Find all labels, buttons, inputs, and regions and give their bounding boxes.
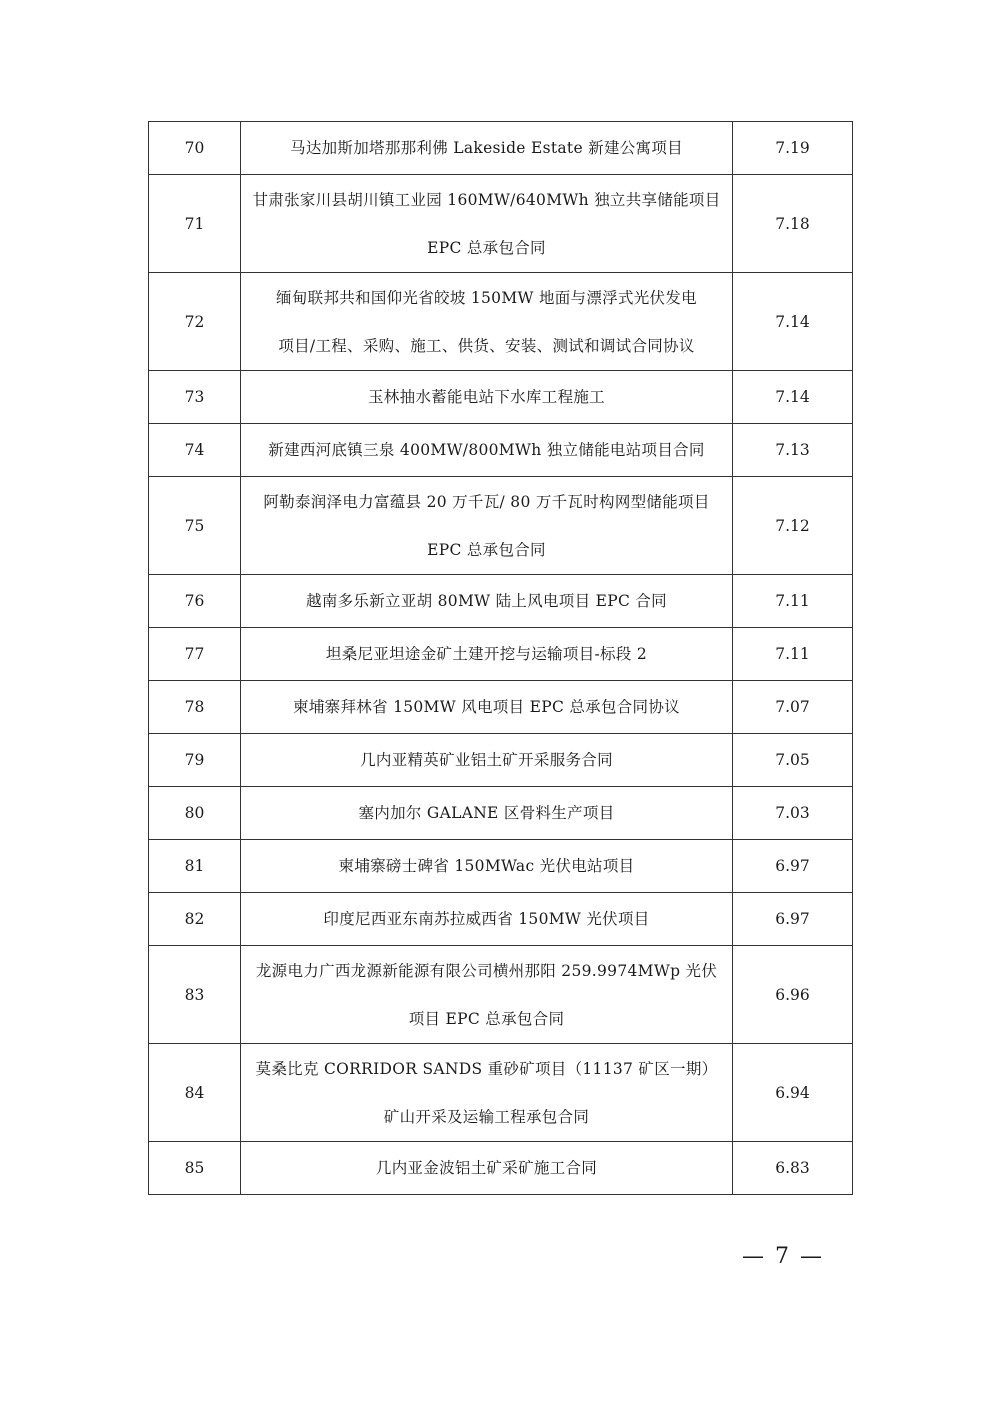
project-name-line: 坦桑尼亚坦途金矿土建开挖与运输项目-标段 2 [325,645,648,663]
project-name-line: EPC 总承包合同 [427,540,546,559]
project-name-line: 柬埔寨拜林省 150MW 风电项目 EPC 总承包合同协议 [293,698,680,716]
table-row [149,575,853,628]
table-row [149,893,853,946]
project-name [241,946,733,1044]
row-number: 71 [149,175,241,273]
page-number: — 7 — [742,1244,824,1269]
contract-value: 7.07 [733,681,853,734]
row-number: 77 [149,628,241,681]
row-number: 75 [149,477,241,575]
row-number: 76 [149,575,241,628]
project-name [241,175,733,273]
table-body [149,122,853,1195]
project-name-line: 玉林抽水蓄能电站下水库工程施工 [367,388,605,406]
table-row [149,840,853,893]
table-row [149,787,853,840]
project-name-line: EPC 总承包合同 [427,238,546,257]
project-name [241,273,733,371]
contract-value: 6.97 [733,840,853,893]
project-name [241,1044,733,1142]
project-name-line: 莫桑比克 CORRIDOR SANDS 重砂矿项目（11137 矿区一期） [255,1059,718,1078]
project-name [241,575,733,628]
row-number: 72 [149,273,241,371]
contract-value: 6.94 [733,1044,853,1142]
project-name [241,840,733,893]
project-name-line: 越南多乐新立亚胡 80MW 陆上风电项目 EPC 合同 [306,592,667,610]
table-row [149,681,853,734]
project-name-line: 项目/工程、采购、施工、供货、安装、测试和调试合同协议 [278,336,695,355]
project-name-line: 龙源电力广西龙源新能源有限公司横州那阳 259.9974MWp 光伏 [255,961,718,980]
project-name-line: 印度尼西亚东南苏拉威西省 150MW 光伏项目 [323,910,650,928]
contract-value: 7.13 [733,424,853,477]
project-name [241,787,733,840]
contract-value: 6.96 [733,946,853,1044]
project-name [241,628,733,681]
table-row [149,477,853,575]
contracts-table [148,121,853,1195]
project-name-line: 几内亚精英矿业铝土矿开采服务合同 [360,751,613,769]
project-name-line: 塞内加尔 GALANE 区骨料生产项目 [358,804,615,822]
contract-value: 6.83 [733,1142,853,1195]
project-name [241,734,733,787]
table-row [149,371,853,424]
table-row [149,175,853,273]
project-name [241,424,733,477]
row-number: 73 [149,371,241,424]
contract-value: 7.12 [733,477,853,575]
table-row [149,273,853,371]
table-row [149,734,853,787]
table-row [149,1142,853,1195]
contract-value: 7.14 [733,371,853,424]
row-number: 82 [149,893,241,946]
contract-value: 6.97 [733,893,853,946]
contract-value: 7.19 [733,122,853,175]
project-name [241,893,733,946]
row-number: 78 [149,681,241,734]
row-number: 74 [149,424,241,477]
project-name-line: 马达加斯加塔那那利佛 Lakeside Estate 新建公寓项目 [290,139,683,157]
project-name [241,681,733,734]
contract-value: 7.03 [733,787,853,840]
contract-value: 7.11 [733,628,853,681]
table-row [149,1044,853,1142]
row-number: 79 [149,734,241,787]
project-name-line: 缅甸联邦共和国仰光省皎坡 150MW 地面与漂浮式光伏发电 [276,288,697,307]
table-row [149,122,853,175]
table-row [149,628,853,681]
project-name [241,1142,733,1195]
row-number: 70 [149,122,241,175]
project-name [241,371,733,424]
row-number: 83 [149,946,241,1044]
row-number: 80 [149,787,241,840]
contract-value: 7.05 [733,734,853,787]
contract-value: 7.14 [733,273,853,371]
row-number: 84 [149,1044,241,1142]
project-name-line: 甘肃张家川县胡川镇工业园 160MW/640MWh 独立共享储能项目 [252,190,721,209]
contract-value: 7.11 [733,575,853,628]
table-row [149,946,853,1044]
project-name [241,477,733,575]
table-row [149,424,853,477]
project-name-line: 柬埔寨磅士碑省 150MWac 光伏电站项目 [338,857,635,875]
row-number: 81 [149,840,241,893]
project-name-line: 项目 EPC 总承包合同 [408,1009,565,1028]
row-number: 85 [149,1142,241,1195]
project-name [241,122,733,175]
project-name-line: 几内亚金波铝土矿采矿施工合同 [375,1159,598,1177]
project-name-line: 阿勒泰润泽电力富蕴县 20 万千瓦/ 80 万千瓦时构网型储能项目 [263,492,710,511]
project-name-line: 矿山开采及运输工程承包合同 [383,1107,590,1126]
contract-value: 7.18 [733,175,853,273]
project-name-line: 新建西河底镇三泉 400MW/800MWh 独立储能电站项目合同 [268,441,705,459]
